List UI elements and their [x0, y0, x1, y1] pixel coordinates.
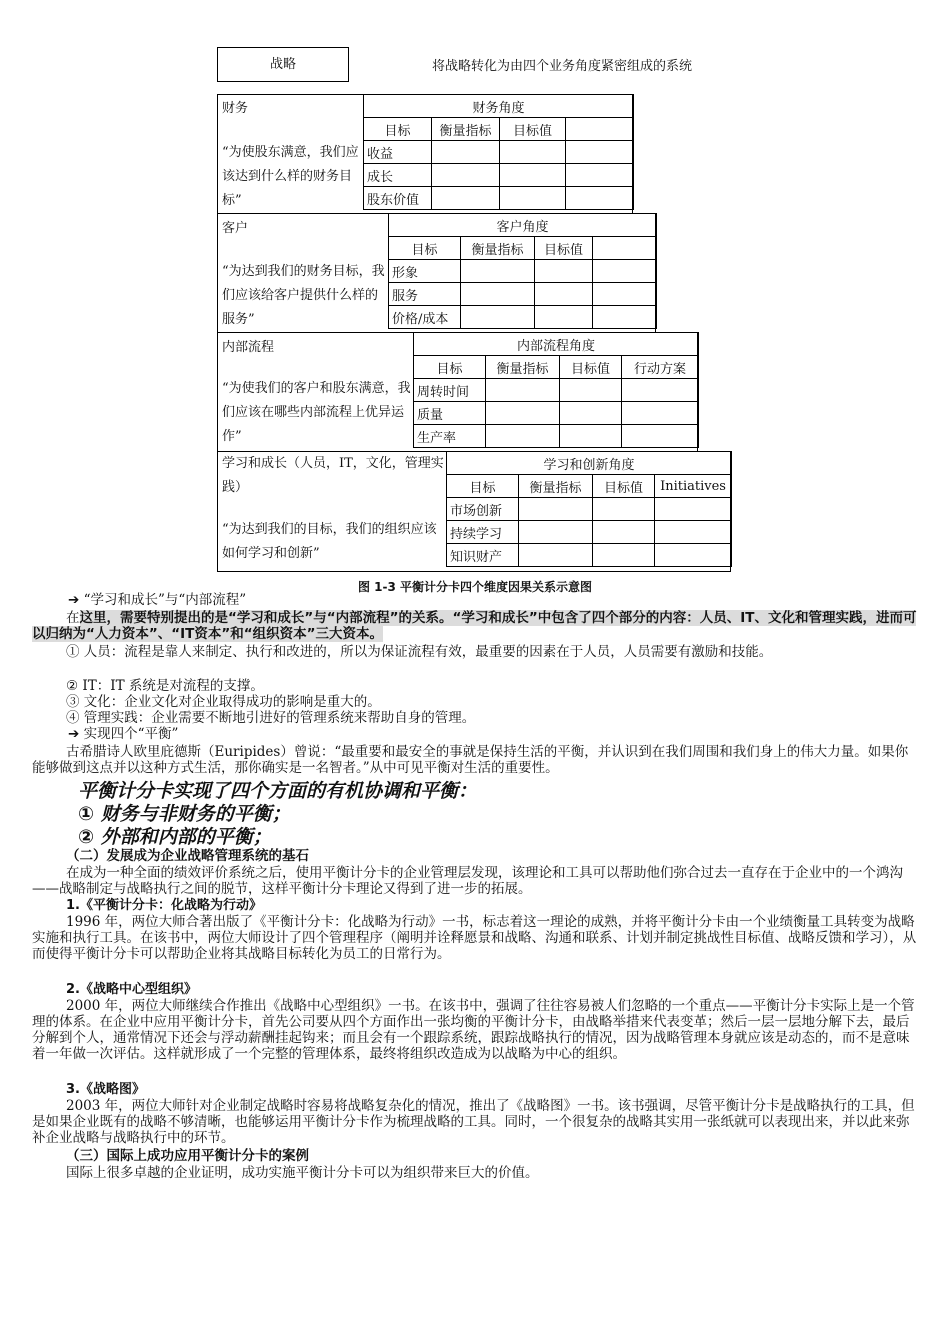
paragraph: 2000 年，两位大师继续合作推出《战略中心型组织》一书。在该书中，强调了往往容易被人们忽略的一个重点——平衡计分卡实际上是一个管理的体系。在企业中应用平衡计分卡，首先公司要从四个方面作出一张均衡的平衡计分卡，由战略举措来代表变革；然后一层一层地分解下去，最后分解到个人，通常情况下还会与浮动薪酬挂起钩来；而且会有一个跟踪系统，跟踪战略执行的情况，因为战略管理本身就应该是动态的，而不是意味着一年做一次评估。这样就形成了一个完整的管理体系，最终将组织改造成为以战略为中心的组织。 [32, 998, 915, 1062]
col-header: 目标值 [500, 118, 566, 141]
empty-cell [566, 118, 634, 141]
process-title: 内部流程 [222, 340, 275, 355]
col-header: 行动方案 [622, 356, 699, 379]
section-heading: （三）国际上成功应用平衡计分卡的案例 [66, 1148, 309, 1164]
row-label: 市场创新 [447, 498, 519, 521]
emphasis-heading: ② 外部和内部的平衡； [78, 826, 272, 848]
process-table [413, 332, 699, 448]
learning-table-title: 学习和创新角度 [447, 452, 732, 475]
financial-title: 财务 [222, 101, 249, 116]
col-header: 目标值 [593, 475, 655, 498]
col-header: 衡量指标 [486, 356, 560, 379]
paragraph [32, 610, 918, 642]
col-header: 目标 [447, 475, 519, 498]
col-header: 衡量指标 [519, 475, 593, 498]
col-header: 衡量指标 [461, 237, 535, 260]
strategy-box [217, 47, 349, 82]
list-item: ② IT：IT 系统是对流程的支撑。 [66, 678, 264, 694]
list-item: ① 人员：流程是靠人来制定、执行和改进的，所以为保证流程有效，最重要的因素在于人员，人员需要有激励和技能。 [66, 644, 773, 660]
customer-table-title: 客户角度 [389, 214, 657, 237]
learning-question: “为达到我们的目标，我们的组织应该如何学习和创新” [222, 522, 437, 561]
row-label: 服务 [389, 283, 461, 306]
emphasis-heading: 平衡计分卡实现了四个方面的有机协调和平衡： [78, 780, 478, 802]
row-label: 知识财产 [447, 544, 519, 567]
col-header: Initiatives [655, 475, 732, 498]
list-item: ③ 文化：企业文化对企业取得成功的影响是重大的。 [66, 694, 381, 710]
row-label: 质量 [414, 402, 486, 425]
paragraph: 国际上很多卓越的企业证明，成功实施平衡计分卡可以为组织带来巨大的价值。 [66, 1165, 539, 1181]
row-label: 生产率 [414, 425, 486, 448]
financial-table-title: 财务角度 [364, 95, 634, 118]
row-label: 形象 [389, 260, 461, 283]
emphasis-heading: ① 财务与非财务的平衡； [78, 803, 291, 825]
section-heading: （二）发展成为企业战略管理系统的基石 [66, 848, 309, 864]
col-header: 目标 [364, 118, 432, 141]
customer-table [388, 213, 657, 329]
subsection-heading: 1.《平衡计分卡：化战略为行动》 [66, 898, 262, 913]
paragraph: 2003 年，两位大师针对企业制定战略时容易将战略复杂化的情况，推出了《战略图》一书。该书强调，尽管平衡计分卡是战略执行的工具，但是如果企业既有的战略不够清晰，也能够运用平衡计分卡作为梳理战略的工具。同时，一个很复杂的战略其实用一张纸就可以表现出来，并以此来弥补企业战略与战略执行中的环节。 [32, 1098, 915, 1146]
paragraph: 在成为一种全面的绩效评价系统之后，使用平衡计分卡的企业管理层发现，该理论和工具可以帮助他们弥合过去一直存在于企业中的一个鸿沟——战略制定与战略执行之间的脱节，这样平衡计分卡理论又得到了进一步的拓展。 [32, 865, 903, 897]
bullet-heading: ➔ 实现四个“平衡” [68, 726, 179, 742]
row-label: 股东价值 [364, 187, 432, 210]
bullet-heading: ➔ “学习和成长”与“内部流程” [68, 592, 247, 608]
paragraph: 古希腊诗人欧里庇德斯（Euripides）曾说：“最重要和最安全的事就是保持生活的平衡，并认识到在我们周围和我们身上的伟大力量。如果你能够做到这点并以这种方式生活，那你确实是一名智者。”从中可见平衡对生活的重要性。 [32, 744, 909, 776]
financial-question: “为使股东满意，我们应该达到什么样的财务目标” [222, 145, 359, 208]
row-label: 成长 [364, 164, 432, 187]
learning-table [446, 451, 732, 567]
customer-question: “为达到我们的财务目标，我们应该给客户提供什么样的服务” [222, 264, 385, 327]
customer-title: 客户 [222, 221, 249, 236]
subsection-heading: 3.《战略图》 [66, 1082, 145, 1097]
paragraph: 1996 年，两位大师合著出版了《平衡计分卡：化战略为行动》一书，标志着这一理论的成熟，并将平衡计分卡由一个业绩衡量工具转变为战略实施和执行工具。在该书中，两位大师设计了四个管理程序（阐明并诠释愿景和战略、沟通和联系、计划并制定挑战性目标值、战略反馈和学习），从而使得平衡计分卡可以帮助企业将其战略目标转化为员工的日常行为。 [32, 914, 917, 962]
col-header: 目标 [389, 237, 461, 260]
row-label: 收益 [364, 141, 432, 164]
financial-table [363, 94, 634, 210]
learning-title: 学习和成长（人员，IT，文化，管理实践） [222, 456, 444, 495]
subsection-heading: 2.《战略中心型组织》 [66, 982, 197, 997]
paragraph-lead: 在 [66, 610, 80, 626]
balanced-scorecard-figure [0, 0, 950, 600]
row-label: 周转时间 [414, 379, 486, 402]
process-question: “为使我们的客户和股东满意，我们应该在哪些内部流程上优异运作” [222, 381, 411, 444]
col-header: 目标值 [560, 356, 622, 379]
list-item: ④ 管理实践：企业需要不断地引进好的管理系统来帮助自身的管理。 [66, 710, 476, 726]
figure-caption: 图 1-3 平衡计分卡四个维度因果关系示意图 [357, 580, 593, 594]
strategy-description: 将战略转化为由四个业务角度紧密组成的系统 [432, 59, 693, 74]
col-header: 衡量指标 [432, 118, 500, 141]
row-label: 价格/成本 [389, 306, 461, 329]
col-header: 目标 [414, 356, 486, 379]
row-label: 持续学习 [447, 521, 519, 544]
highlighted-text: 这里，需要特别提出的是“学习和成长”与“内部流程”的关系。“学习和成长”中包含了四个部分的内容：人员、IT、文化和管理实践，进而可以归纳为“人力资本”、“IT资本”和“组织资本”三大资本。 [32, 610, 917, 642]
col-header: 目标值 [535, 237, 593, 260]
strategy-label: 战略 [269, 57, 296, 72]
process-table-title: 内部流程角度 [414, 333, 699, 356]
